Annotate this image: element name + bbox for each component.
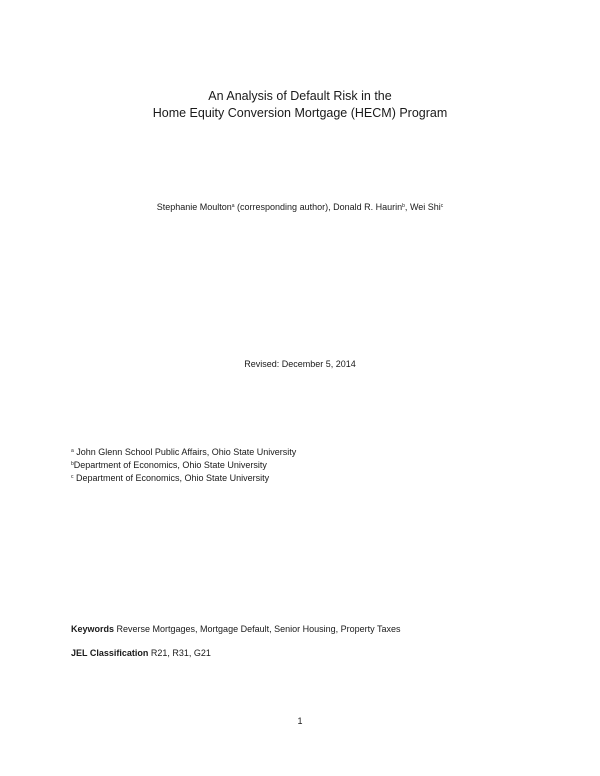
affiliations — [71, 446, 296, 485]
author-name: Stephanie Moulton — [156, 202, 232, 212]
affil-marker: c — [71, 474, 74, 480]
keywords — [71, 624, 401, 634]
keywords-label: Keywords — [71, 624, 115, 634]
jel-value: R21, R31, G21 — [148, 648, 211, 658]
author-affil-marker: b — [402, 203, 405, 209]
page-number: 1 — [297, 716, 303, 726]
jel-label: JEL Classification — [71, 648, 149, 658]
affiliation-item — [71, 472, 296, 485]
title-line-1: An Analysis of Default Risk in the — [208, 89, 392, 103]
affiliation-item — [71, 446, 296, 459]
title-line-2: Home Equity Conversion Mortgage (HECM) Program — [152, 106, 448, 120]
author-list — [0, 201, 600, 213]
affil-text: John Glenn School Public Affairs, Ohio State University — [73, 447, 297, 457]
author-affil-marker: a — [231, 203, 235, 209]
affil-marker: a — [71, 448, 74, 454]
author-name: Wei Shi — [409, 202, 441, 212]
affil-marker: b — [71, 461, 74, 467]
keywords-value: Reverse Mortgages, Mortgage Default, Senior Housing, Property Taxes — [114, 624, 401, 634]
author-affil-marker: c — [440, 203, 444, 209]
affiliation-item — [71, 459, 296, 472]
author-separator: , — [404, 202, 410, 212]
revision-date: Revised: December 5, 2014 — [244, 359, 356, 369]
paper-title — [0, 88, 600, 122]
affil-text: Department of Economics, Ohio State University — [73, 473, 270, 483]
author-name: Donald R. Haurin — [333, 202, 403, 212]
affil-text: Department of Economics, Ohio State University — [73, 460, 267, 470]
jel-classification — [71, 648, 211, 658]
author-note: (corresponding author), — [234, 202, 334, 212]
